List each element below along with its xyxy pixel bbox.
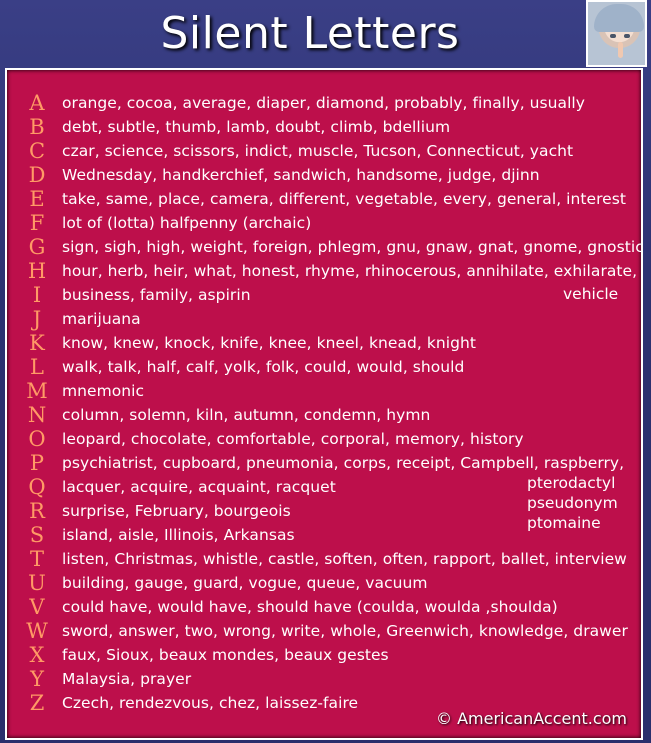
letter-label: Q [28, 475, 46, 499]
example-words: faux, Sioux, beaux mondes, beaux gestes [62, 646, 389, 664]
letter-label: F [29, 211, 45, 235]
letter-label: K [29, 331, 45, 355]
page-title: Silent Letters [160, 8, 460, 59]
example-words: debt, subtle, thumb, lamb, doubt, climb, bdellium [62, 118, 451, 136]
letter-label: E [29, 187, 45, 211]
letter-label: J [32, 307, 42, 331]
row-o [7, 429, 627, 453]
p-continued-word-2: pseudonym [527, 494, 618, 512]
example-words: Malaysia, prayer [62, 670, 192, 688]
photo-finger [618, 42, 623, 58]
row-u [7, 573, 627, 597]
row-m [7, 381, 627, 405]
example-words: marijuana [62, 310, 141, 328]
letter-label: O [28, 427, 46, 451]
row-g [7, 235, 644, 261]
row-t [7, 549, 627, 573]
example-words: walk, talk, half, calf, yolk, folk, could, would, should [62, 358, 465, 376]
letter-label: W [26, 619, 48, 643]
row-h [7, 259, 638, 285]
example-words: building, gauge, guard, vogue, queue, vacuum [62, 574, 428, 592]
row-x [7, 645, 627, 669]
example-words: mnemonic [62, 382, 145, 400]
example-words: could have, would have, should have (coulda, woulda ,shoulda) [62, 598, 558, 616]
letter-label: X [29, 643, 45, 667]
silent-letters-card [5, 68, 643, 740]
row-e [7, 189, 627, 213]
example-words: czar, science, scissors, indict, muscle, Tucson, Connecticut, yacht [62, 142, 574, 160]
example-words: leopard, chocolate, comfortable, corporal, memory, history [62, 430, 524, 448]
p-continued-word-1: pterodactyl [527, 474, 616, 492]
row-f [7, 213, 627, 237]
child-photo [586, 0, 647, 67]
letter-label: S [29, 523, 45, 547]
example-words: sign, sigh, high, weight, foreign, phlegm, gnu, gnaw, gnat, gnome, gnostic [62, 238, 644, 256]
letter-label: H [27, 259, 47, 283]
letter-label: Y [30, 667, 44, 691]
example-words: hour, herb, heir, what, honest, rhyme, rhinocerous, annihilate, exhilarate, [62, 262, 638, 280]
row-j [7, 309, 627, 333]
example-words: Czech, rendezvous, chez, laissez-faire [62, 694, 359, 712]
row-l [7, 357, 627, 381]
example-words: psychiatrist, cupboard, pneumonia, corps, receipt, Campbell, raspberry, [62, 454, 625, 472]
example-words: lacquer, acquire, acquaint, racquet [62, 478, 336, 496]
row-i [7, 285, 627, 309]
letter-label: G [28, 235, 46, 259]
example-words: sword, answer, two, wrong, write, whole, Greenwich, knowledge, drawer [62, 622, 628, 640]
letter-label: V [29, 595, 45, 619]
row-k [7, 333, 627, 357]
row-v [7, 597, 627, 621]
example-words: listen, Christmas, whistle, castle, soften, often, rapport, ballet, interview [62, 550, 627, 568]
letter-label: D [28, 163, 46, 187]
row-w [7, 621, 627, 645]
row-a [7, 93, 627, 117]
example-words: surprise, February, bourgeois [62, 502, 291, 520]
letter-label: I [32, 283, 42, 307]
letter-label: P [29, 451, 45, 475]
row-y [7, 669, 627, 693]
example-words: Wednesday, handkerchief, sandwich, handsome, judge, djinn [62, 166, 540, 184]
letter-label: A [29, 91, 45, 115]
letter-label: T [29, 547, 44, 571]
row-b [7, 117, 627, 141]
photo-eye-left [610, 34, 616, 38]
photo-eye-right [624, 34, 630, 38]
example-words: orange, cocoa, average, diaper, diamond, probably, finally, usually [62, 94, 586, 112]
row-d [7, 165, 627, 189]
row-n [7, 405, 627, 429]
photo-cap [594, 4, 644, 32]
letter-label: R [29, 499, 45, 523]
row-c [7, 141, 627, 165]
letter-label: M [26, 379, 48, 403]
h-continued-word: vehicle [563, 285, 619, 303]
example-words: take, same, place, camera, different, vegetable, every, general, interest [62, 190, 627, 208]
copyright-notice[interactable]: © AmericanAccent.com [436, 709, 627, 728]
example-words: business, family, aspirin [62, 286, 251, 304]
example-words: know, knew, knock, knife, knee, kneel, knead, knight [62, 334, 477, 352]
letter-label: Z [29, 691, 45, 715]
letter-label: U [28, 571, 46, 595]
letter-label: B [29, 115, 45, 139]
letter-label: C [28, 139, 46, 163]
letter-label: N [27, 403, 47, 427]
example-words: island, aisle, Illinois, Arkansas [62, 526, 295, 544]
example-words: lot of (lotta) halfpenny (archaic) [62, 214, 312, 232]
p-continued-word-3: ptomaine [527, 514, 601, 532]
example-words: column, solemn, kiln, autumn, condemn, hymn [62, 406, 431, 424]
letter-label: L [30, 355, 44, 379]
